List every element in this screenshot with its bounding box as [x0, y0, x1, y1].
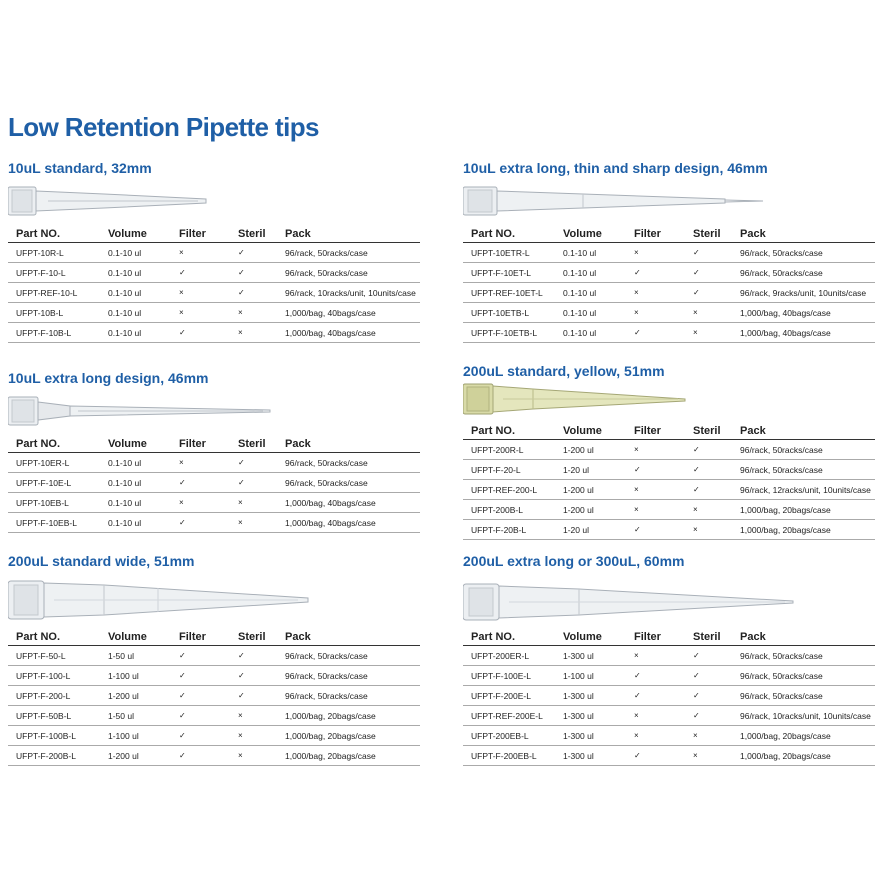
part-number-cell: UFPT-REF-10ET-L — [463, 283, 563, 303]
column-header: Steril — [693, 630, 740, 646]
steril-mark: × — [238, 726, 285, 746]
steril-mark: × — [238, 493, 285, 513]
table-row — [463, 666, 875, 686]
column-header: Part NO. — [8, 227, 108, 243]
filter-mark: ✓ — [179, 726, 238, 746]
volume-cell: 1-200 ul — [108, 746, 179, 766]
pack-cell: 1,000/bag, 20bags/case — [285, 706, 420, 726]
section-200ul-standard-wide — [8, 553, 420, 766]
pipette-tip-image — [8, 570, 420, 630]
column-header: Part NO. — [8, 437, 108, 453]
spec-table — [8, 630, 420, 766]
pack-cell: 96/rack, 50racks/case — [740, 646, 875, 666]
part-number-cell: UFPT-F-100-L — [8, 666, 108, 686]
column-header: Part NO. — [463, 227, 563, 243]
spec-table — [8, 227, 420, 343]
filter-mark: ✓ — [179, 706, 238, 726]
steril-mark: ✓ — [238, 263, 285, 283]
table-row — [463, 440, 875, 460]
volume-cell: 0.1-10 ul — [108, 473, 179, 493]
filter-mark: ✓ — [179, 323, 238, 343]
part-number-cell: UFPT-F-50-L — [8, 646, 108, 666]
filter-mark: × — [179, 303, 238, 323]
pack-cell: 96/rack, 50racks/case — [740, 460, 875, 480]
table-row — [463, 686, 875, 706]
pipette-tip-image — [8, 387, 420, 437]
part-number-cell: UFPT-REF-200E-L — [463, 706, 563, 726]
part-number-cell: UFPT-200EB-L — [463, 726, 563, 746]
steril-mark: × — [238, 323, 285, 343]
pipette-tip-image — [463, 380, 875, 424]
filter-mark: ✓ — [179, 746, 238, 766]
filter-mark: ✓ — [634, 746, 693, 766]
steril-mark: ✓ — [693, 460, 740, 480]
filter-mark: × — [179, 243, 238, 263]
table-row — [8, 453, 420, 473]
table-row — [8, 303, 420, 323]
page-title: Low Retention Pipette tips — [8, 112, 319, 142]
volume-cell: 1-20 ul — [563, 460, 634, 480]
part-number-cell: UFPT-200ER-L — [463, 646, 563, 666]
pack-cell: 96/rack, 9racks/unit, 10units/case — [740, 283, 875, 303]
pack-cell: 1,000/bag, 20bags/case — [740, 746, 875, 766]
steril-mark: ✓ — [238, 243, 285, 263]
filter-mark: × — [634, 243, 693, 263]
column-header: Volume — [563, 227, 634, 243]
filter-mark: ✓ — [634, 520, 693, 540]
part-number-cell: UFPT-10B-L — [8, 303, 108, 323]
table-row — [8, 493, 420, 513]
column-header: Pack — [285, 437, 420, 453]
volume-cell: 0.1-10 ul — [108, 513, 179, 533]
steril-mark: × — [238, 746, 285, 766]
pack-cell: 96/rack, 12racks/unit, 10units/case — [740, 480, 875, 500]
pack-cell: 96/rack, 50racks/case — [740, 440, 875, 460]
pack-cell: 1,000/bag, 20bags/case — [285, 746, 420, 766]
filter-mark: × — [634, 283, 693, 303]
table-header-row — [463, 630, 875, 646]
column-header: Volume — [108, 630, 179, 646]
volume-cell: 0.1-10 ul — [108, 323, 179, 343]
column-header: Steril — [238, 630, 285, 646]
filter-mark: × — [179, 453, 238, 473]
volume-cell: 0.1-10 ul — [563, 283, 634, 303]
table-row — [8, 706, 420, 726]
section-title: 10uL extra long, thin and sharp design, 46mm — [463, 160, 768, 176]
steril-mark: ✓ — [238, 666, 285, 686]
column-header: Pack — [285, 227, 420, 243]
part-number-cell: UFPT-10ETB-L — [463, 303, 563, 323]
part-number-cell: UFPT-F-20-L — [463, 460, 563, 480]
pack-cell: 96/rack, 50racks/case — [285, 686, 420, 706]
pack-cell: 96/rack, 10racks/unit, 10units/case — [285, 283, 420, 303]
steril-mark: ✓ — [693, 243, 740, 263]
filter-mark: ✓ — [179, 513, 238, 533]
pack-cell: 96/rack, 50racks/case — [285, 473, 420, 493]
table-header-row — [463, 227, 875, 243]
column-header: Steril — [238, 437, 285, 453]
table-row — [463, 263, 875, 283]
column-header: Filter — [179, 227, 238, 243]
filter-mark: ✓ — [179, 666, 238, 686]
table-row — [8, 646, 420, 666]
steril-mark: × — [238, 303, 285, 323]
steril-mark: ✓ — [238, 453, 285, 473]
pipette-tip-image — [463, 570, 875, 630]
table-row — [8, 473, 420, 493]
volume-cell: 1-300 ul — [563, 726, 634, 746]
column-header: Pack — [740, 630, 875, 646]
steril-mark: ✓ — [238, 283, 285, 303]
part-number-cell: UFPT-F-50B-L — [8, 706, 108, 726]
steril-mark: ✓ — [693, 666, 740, 686]
table-row — [8, 243, 420, 263]
steril-mark: ✓ — [693, 646, 740, 666]
pack-cell: 96/rack, 50racks/case — [740, 263, 875, 283]
part-number-cell: UFPT-F-10ETB-L — [463, 323, 563, 343]
pack-cell: 96/rack, 50racks/case — [740, 666, 875, 686]
pack-cell: 1,000/bag, 40bags/case — [740, 323, 875, 343]
column-header: Part NO. — [8, 630, 108, 646]
filter-mark: ✓ — [179, 646, 238, 666]
part-number-cell: UFPT-F-200-L — [8, 686, 108, 706]
part-number-cell: UFPT-F-20B-L — [463, 520, 563, 540]
pack-cell: 96/rack, 10racks/unit, 10units/case — [740, 706, 875, 726]
table-row — [463, 706, 875, 726]
filter-mark: × — [179, 283, 238, 303]
steril-mark: × — [693, 323, 740, 343]
column-header: Steril — [693, 227, 740, 243]
steril-mark: × — [238, 706, 285, 726]
pack-cell: 96/rack, 50racks/case — [285, 243, 420, 263]
table-row — [463, 303, 875, 323]
volume-cell: 0.1-10 ul — [563, 243, 634, 263]
spec-table — [463, 630, 875, 766]
pack-cell: 96/rack, 50racks/case — [740, 243, 875, 263]
pack-cell: 96/rack, 50racks/case — [285, 453, 420, 473]
part-number-cell: UFPT-10ER-L — [8, 453, 108, 473]
part-number-cell: UFPT-F-10ET-L — [463, 263, 563, 283]
steril-mark: × — [693, 303, 740, 323]
table-row — [8, 666, 420, 686]
table-header-row — [463, 424, 875, 440]
section-10ul-thin-sharp — [463, 160, 875, 343]
column-header: Filter — [634, 424, 693, 440]
pack-cell: 96/rack, 50racks/case — [285, 646, 420, 666]
table-row — [8, 283, 420, 303]
part-number-cell: UFPT-F-200B-L — [8, 746, 108, 766]
pipette-tip-image — [8, 177, 420, 227]
filter-mark: × — [634, 646, 693, 666]
filter-mark: × — [634, 500, 693, 520]
steril-mark: ✓ — [693, 706, 740, 726]
volume-cell: 1-100 ul — [563, 666, 634, 686]
table-row — [463, 323, 875, 343]
section-title: 200uL standard wide, 51mm — [8, 553, 195, 569]
part-number-cell: UFPT-F-10EB-L — [8, 513, 108, 533]
table-row — [463, 746, 875, 766]
pack-cell: 1,000/bag, 40bags/case — [740, 303, 875, 323]
filter-mark: × — [634, 726, 693, 746]
column-header: Filter — [179, 630, 238, 646]
table-row — [8, 323, 420, 343]
column-header: Filter — [179, 437, 238, 453]
table-row — [8, 746, 420, 766]
part-number-cell: UFPT-F-200EB-L — [463, 746, 563, 766]
filter-mark: × — [634, 480, 693, 500]
column-header: Steril — [693, 424, 740, 440]
column-header: Pack — [285, 630, 420, 646]
part-number-cell: UFPT-REF-200-L — [463, 480, 563, 500]
volume-cell: 0.1-10 ul — [108, 493, 179, 513]
volume-cell: 1-200 ul — [563, 480, 634, 500]
filter-mark: ✓ — [179, 686, 238, 706]
volume-cell: 1-100 ul — [108, 666, 179, 686]
filter-mark: ✓ — [634, 263, 693, 283]
spec-table — [463, 424, 875, 540]
volume-cell: 0.1-10 ul — [108, 303, 179, 323]
column-header: Volume — [108, 437, 179, 453]
table-row — [8, 263, 420, 283]
column-header: Volume — [563, 630, 634, 646]
pack-cell: 1,000/bag, 40bags/case — [285, 493, 420, 513]
pack-cell: 1,000/bag, 40bags/case — [285, 323, 420, 343]
filter-mark: ✓ — [634, 323, 693, 343]
table-row — [8, 726, 420, 746]
section-title: 200uL extra long or 300uL, 60mm — [463, 553, 685, 569]
table-row — [463, 460, 875, 480]
table-row — [463, 520, 875, 540]
steril-mark: × — [238, 513, 285, 533]
spec-table — [463, 227, 875, 343]
steril-mark: ✓ — [693, 283, 740, 303]
steril-mark: × — [693, 746, 740, 766]
volume-cell: 0.1-10 ul — [563, 263, 634, 283]
table-row — [8, 686, 420, 706]
column-header: Part NO. — [463, 424, 563, 440]
filter-mark: × — [634, 706, 693, 726]
steril-mark: × — [693, 500, 740, 520]
section-title: 200uL standard, yellow, 51mm — [463, 363, 665, 379]
steril-mark: ✓ — [238, 686, 285, 706]
steril-mark: × — [693, 520, 740, 540]
table-row — [463, 283, 875, 303]
filter-mark: ✓ — [634, 460, 693, 480]
table-row — [463, 500, 875, 520]
filter-mark: ✓ — [179, 473, 238, 493]
section-title: 10uL extra long design, 46mm — [8, 370, 209, 386]
pack-cell: 1,000/bag, 20bags/case — [285, 726, 420, 746]
part-number-cell: UFPT-F-100B-L — [8, 726, 108, 746]
part-number-cell: UFPT-F-10B-L — [8, 323, 108, 343]
volume-cell: 1-50 ul — [108, 646, 179, 666]
section-10ul-standard — [8, 160, 420, 343]
table-row — [8, 513, 420, 533]
part-number-cell: UFPT-F-100E-L — [463, 666, 563, 686]
table-header-row — [8, 437, 420, 453]
filter-mark: × — [634, 440, 693, 460]
pack-cell: 1,000/bag, 40bags/case — [285, 513, 420, 533]
pack-cell: 1,000/bag, 20bags/case — [740, 500, 875, 520]
volume-cell: 1-300 ul — [563, 646, 634, 666]
column-header: Filter — [634, 630, 693, 646]
volume-cell: 1-50 ul — [108, 706, 179, 726]
column-header: Steril — [238, 227, 285, 243]
volume-cell: 0.1-10 ul — [563, 303, 634, 323]
part-number-cell: UFPT-200B-L — [463, 500, 563, 520]
table-header-row — [8, 227, 420, 243]
volume-cell: 0.1-10 ul — [563, 323, 634, 343]
volume-cell: 0.1-10 ul — [108, 283, 179, 303]
steril-mark: ✓ — [693, 263, 740, 283]
section-200ul-extra-long — [463, 553, 875, 766]
table-row — [463, 480, 875, 500]
volume-cell: 1-100 ul — [108, 726, 179, 746]
steril-mark: ✓ — [693, 686, 740, 706]
table-row — [463, 243, 875, 263]
volume-cell: 0.1-10 ul — [108, 243, 179, 263]
column-header: Volume — [563, 424, 634, 440]
steril-mark: × — [693, 726, 740, 746]
part-number-cell: UFPT-F-200E-L — [463, 686, 563, 706]
pack-cell: 96/rack, 50racks/case — [285, 666, 420, 686]
pack-cell: 1,000/bag, 40bags/case — [285, 303, 420, 323]
steril-mark: ✓ — [693, 440, 740, 460]
volume-cell: 1-300 ul — [563, 706, 634, 726]
steril-mark: ✓ — [693, 480, 740, 500]
section-title: 10uL standard, 32mm — [8, 160, 152, 176]
filter-mark: ✓ — [634, 666, 693, 686]
spec-table — [8, 437, 420, 533]
section-10ul-extra-long — [8, 370, 420, 533]
filter-mark: ✓ — [179, 263, 238, 283]
section-200ul-yellow — [463, 363, 875, 540]
column-header: Pack — [740, 424, 875, 440]
part-number-cell: UFPT-F-10E-L — [8, 473, 108, 493]
volume-cell: 1-300 ul — [563, 746, 634, 766]
part-number-cell: UFPT-200R-L — [463, 440, 563, 460]
filter-mark: × — [179, 493, 238, 513]
pack-cell: 96/rack, 50racks/case — [740, 686, 875, 706]
table-header-row — [8, 630, 420, 646]
column-header: Pack — [740, 227, 875, 243]
table-row — [463, 726, 875, 746]
part-number-cell: UFPT-10EB-L — [8, 493, 108, 513]
volume-cell: 0.1-10 ul — [108, 453, 179, 473]
part-number-cell: UFPT-10ETR-L — [463, 243, 563, 263]
part-number-cell: UFPT-10R-L — [8, 243, 108, 263]
volume-cell: 0.1-10 ul — [108, 263, 179, 283]
pipette-tip-image — [463, 177, 875, 227]
volume-cell: 1-200 ul — [108, 686, 179, 706]
filter-mark: ✓ — [634, 686, 693, 706]
volume-cell: 1-200 ul — [563, 500, 634, 520]
column-header: Volume — [108, 227, 179, 243]
filter-mark: × — [634, 303, 693, 323]
part-number-cell: UFPT-REF-10-L — [8, 283, 108, 303]
volume-cell: 1-20 ul — [563, 520, 634, 540]
table-row — [463, 646, 875, 666]
column-header: Part NO. — [463, 630, 563, 646]
steril-mark: ✓ — [238, 646, 285, 666]
volume-cell: 1-300 ul — [563, 686, 634, 706]
pack-cell: 96/rack, 50racks/case — [285, 263, 420, 283]
part-number-cell: UFPT-F-10-L — [8, 263, 108, 283]
pack-cell: 1,000/bag, 20bags/case — [740, 726, 875, 746]
volume-cell: 1-200 ul — [563, 440, 634, 460]
steril-mark: ✓ — [238, 473, 285, 493]
pack-cell: 1,000/bag, 20bags/case — [740, 520, 875, 540]
column-header: Filter — [634, 227, 693, 243]
